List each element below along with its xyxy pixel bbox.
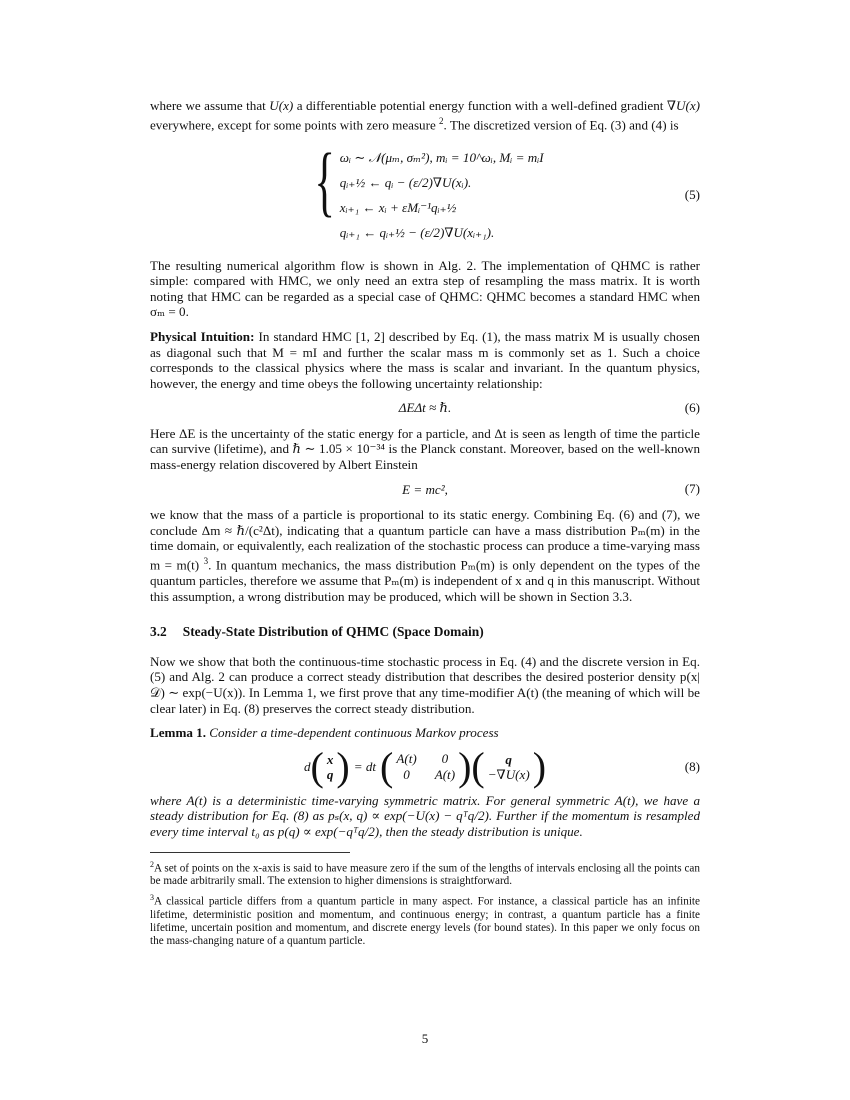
right-paren: ) bbox=[458, 743, 472, 789]
equation-line: qᵢ₊½ ← qᵢ − (ε/2)∇U(xᵢ). bbox=[339, 174, 472, 190]
matrix-entry: A(t) bbox=[434, 767, 456, 783]
footnote-ref[interactable]: 2 bbox=[439, 115, 444, 126]
equation-7 bbox=[150, 482, 700, 498]
equation-symbol: d bbox=[303, 758, 311, 774]
equation-line: xᵢ₊₁ ← xᵢ + εMᵢ⁻¹qᵢ₊½ bbox=[339, 199, 457, 215]
footnote-text: A set of points on the x-axis is said to have measure zero if the sum of the lengths of intervals enclosing all the points can be made arbitrarily small. The extension to higher dimensions is straightforward. bbox=[150, 862, 700, 888]
section-number: 3.2 bbox=[150, 624, 167, 640]
vector-entry: −∇U(x) bbox=[487, 766, 530, 782]
text: everywhere, except for some points with zero measure bbox=[150, 116, 440, 132]
left-paren: ( bbox=[310, 743, 324, 789]
section-title: Steady-State Distribution of QHMC (Space Domain) bbox=[182, 624, 484, 640]
paragraph-label: Physical Intuition: bbox=[150, 328, 255, 344]
text: we know that the mass of a particle is proportional to its static energy. Combining Eq. (6) and (7), we conclude Δm ≈ ℏ/(c²Δt), indicating that a quantum particle can have a mass distribution Pₘ(m) in the time domain, or equivalently, each realization of the stochastic process can produce a time-varying mass m = m(t) bbox=[150, 507, 700, 573]
paragraph-uncertainty: Here ΔE is the uncertainty of the static energy for a particle, and Δt is seen as length of time the particle can survive (lifetime), and ℏ ∼ 1.05 × 10⁻³⁴ is the Planck constant. Moreover, based on the well-known mass-energy relation discovered by Albert Einstein bbox=[150, 425, 700, 473]
equation-6 bbox=[150, 400, 700, 416]
equation-expression: E = mc², bbox=[402, 481, 448, 497]
left-brace: { bbox=[314, 136, 336, 224]
matrix-entry: A(t) bbox=[396, 751, 417, 767]
vector-entry: x bbox=[326, 751, 334, 767]
equation-8 bbox=[150, 743, 700, 789]
footnote-rule bbox=[150, 852, 350, 853]
equation-number: (8) bbox=[684, 758, 700, 774]
equation-number: (7) bbox=[684, 481, 700, 497]
left-paren: ( bbox=[471, 743, 485, 789]
equation-system bbox=[306, 136, 544, 248]
page-body bbox=[150, 98, 700, 950]
left-paren: ( bbox=[380, 743, 394, 789]
equation-5 bbox=[150, 136, 700, 248]
lemma-continuation: where A(t) is a deterministic time-varying symmetric matrix. For general symmetric A(t), we have a steady distribution for Eq. (8) as pₛ(x, q) ∝ exp(−U(x) − qᵀq/2). Further if the momentum is resampled every time interval t₀ as p(q) ∝ exp(−qᵀq/2), then the steady distribution is unique. bbox=[150, 792, 700, 839]
vector-xq bbox=[327, 752, 334, 782]
equation-expression: ΔEΔt ≈ ℏ. bbox=[398, 400, 452, 416]
right-paren: ) bbox=[336, 743, 350, 789]
math-inline: U(x) bbox=[269, 98, 294, 113]
lemma-text: Consider a time-dependent continuous Markov process bbox=[209, 725, 499, 741]
footnote-2 bbox=[150, 858, 700, 889]
footnote-3 bbox=[150, 891, 700, 949]
vector-entry: q bbox=[505, 751, 512, 767]
paragraph-intro bbox=[150, 98, 700, 133]
vector-rhs bbox=[488, 752, 530, 782]
footnote-text: A classical particle differs from a quantum particle in many aspect. For instance, a classical particle has an infinite lifetime, deterministic position and momentum, and continuous energy; in contrast, a quantum particle has a finite lifetime, uncertain position and momentum, and discrete energy levels (for bound states). In this paper we only focus on the mass-changing nature of a quantum particle. bbox=[150, 895, 700, 948]
text: In standard HMC [1, 2] described by Eq. (1), the mass matrix M is usually chosen as diagonal such that M = mI and further the scalar mass m is commonly set as 1. Such a choice corresponds to the classical physics where the mass is scalar and invariant. In the quantum physics, however, the energy and time obeys the following uncertainty relationship: bbox=[150, 328, 700, 391]
paragraph-physical-intuition bbox=[150, 329, 700, 391]
footnote-mark: 3 bbox=[150, 892, 154, 902]
footnote-mark: 2 bbox=[150, 859, 154, 869]
lemma-statement bbox=[150, 725, 700, 741]
equation-line: ωᵢ ∼ 𝒩(μₘ, σₘ²), mᵢ = 10^ωᵢ, Mᵢ = mᵢI bbox=[339, 149, 544, 165]
right-paren: ) bbox=[532, 743, 547, 789]
paragraph-algorithm: The resulting numerical algorithm flow is shown in Alg. 2. The implementation of QHMC is rather simple: compared with HMC, we only need an extra step of resampling the mass matrix. It is worth noting that HMC can be regarded as a special case of QHMC: QHMC becomes a standard HMC when σₘ = 0. bbox=[150, 257, 700, 320]
section-heading bbox=[150, 624, 700, 640]
text: where we assume that bbox=[150, 98, 270, 113]
matrix-entry: 0 bbox=[441, 751, 449, 767]
matrix-entry: 0 bbox=[403, 767, 410, 783]
vector-entry: q bbox=[326, 766, 334, 782]
equation-number: (5) bbox=[684, 186, 700, 202]
equation-symbol: = dt bbox=[353, 758, 377, 774]
text: . The discretized version of Eq. (3) and (4) is bbox=[443, 116, 679, 132]
math-inline: ∇U(x) bbox=[666, 98, 700, 113]
text: . In quantum mechanics, the mass distribution Pₘ(m) is only dependent on the types of the quantum particles, therefore we assume that Pₘ(m) is independent of x and q in this manuscript. Without this assumption, a wrong distribution may be produced, which will be shown in Section 3.3. bbox=[150, 557, 701, 604]
footnote-ref[interactable]: 3 bbox=[203, 556, 209, 567]
matrix-a bbox=[396, 751, 455, 782]
equation-number: (6) bbox=[684, 400, 700, 416]
lemma-label: Lemma 1. bbox=[150, 725, 207, 741]
page-number: 5 bbox=[421, 1031, 429, 1046]
text: a differentiable potential energy function with a well-defined gradient bbox=[293, 98, 667, 113]
paragraph-mass-distribution bbox=[150, 507, 700, 604]
equation-line: qᵢ₊₁ ← qᵢ₊½ − (ε/2)∇U(xᵢ₊₁). bbox=[339, 224, 495, 240]
paragraph-steady-state: Now we show that both the continuous-time stochastic process in Eq. (4) and the discrete version in Eq. (5) and Alg. 2 can produce a correct steady distribution that describes the desired posterior density p(x|𝒟) ∼ exp(−U(x)). In Lemma 1, we first prove that any time-modifier A(t) (the meaning of which will be clear later) in Eq. (8) preserves the correct steady distribution. bbox=[150, 653, 700, 716]
